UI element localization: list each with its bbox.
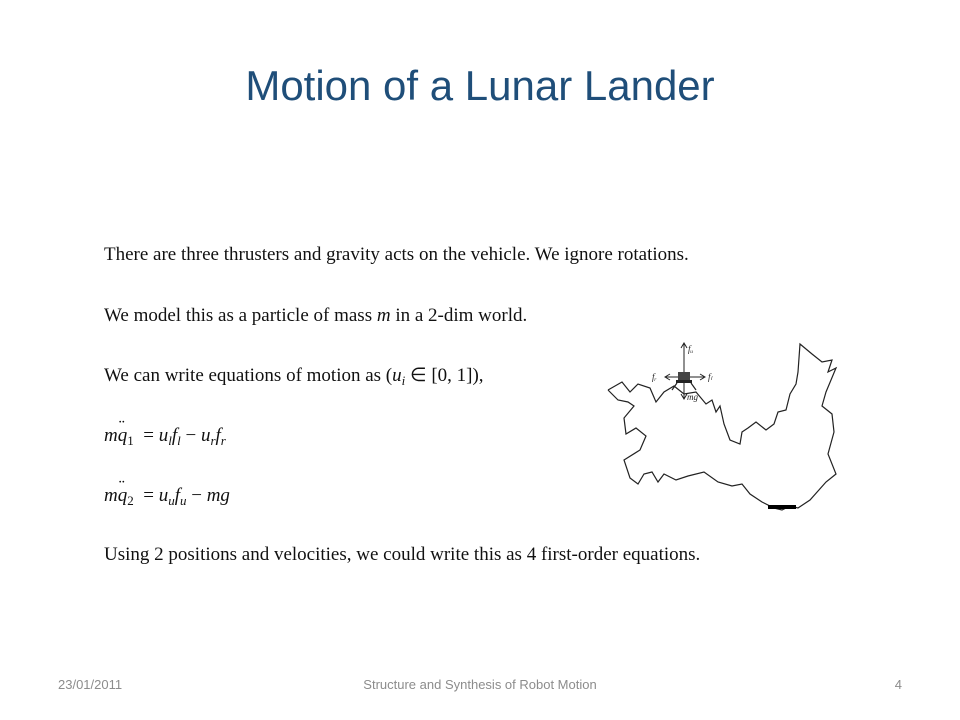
lunar-lander-diagram [600,332,840,518]
text-line-equations-intro [104,364,484,387]
mass-variable: m [376,305,391,326]
eq1-u2: u [200,425,211,446]
thrust-arrows [665,343,705,399]
footer-date: 23/01/2011 [58,677,123,692]
text-line-equations-pre: We can write equations of motion as ( [104,365,393,386]
eq1-minus-sub: r [210,433,216,448]
eq1-mid-sub: l [177,433,181,448]
eq1-lhs-sub: 1 [127,433,134,448]
control-variable: u [392,365,402,386]
eq1-qddot: ¨ q [118,425,128,447]
text-line-particle-pre: We model this as a particle of mass [104,305,373,326]
eq2-mg: mg [206,485,230,506]
footer-page-number: 4 [894,677,902,692]
eq2-equals: = [138,485,159,506]
eq2-mid-sub: u [179,493,187,508]
label-mg: mg [687,392,698,402]
eq2-minus: − [186,485,207,506]
slide-title: Motion of a Lunar Lander [245,62,715,109]
eq1-u: u [158,425,169,446]
landing-pad [768,505,796,509]
label-fl: fₗ [708,372,712,382]
eq1-lhs-m: m [104,425,118,446]
text-line-particle-post: in a 2-dim world. [395,305,528,326]
eq1-f2: f [215,425,221,446]
label-fu: fᵤ [688,344,694,354]
eq2-f: f [174,485,180,506]
eq2-rhs-sub1: u [168,493,175,508]
text-line-equations-post: ), [472,365,484,386]
eq1-end-sub: r [220,433,226,448]
eq2-lhs-m: m [104,485,118,506]
text-line-thrusters: There are three thrusters and gravity acts on the vehicle. We ignore rotations. [104,244,689,265]
text-line-particle [104,305,527,327]
text-line-first-order: Using 2 positions and velocities, we could write this as 4 first-order equations. [104,544,701,565]
equation-1 [104,425,226,447]
eq1-minus: − [180,425,201,446]
equation-2 [104,485,230,507]
footer-title: Structure and Synthesis of Robot Motion [363,677,597,692]
terrain-outline [608,344,836,510]
control-subscript: i [401,373,406,388]
eq1-rhs-sub1: l [168,433,172,448]
eq2-lhs-sub: 2 [127,493,134,508]
eq2-u: u [158,485,169,506]
eq2-qddot: ¨ q [118,485,128,507]
label-fr: fᵣ [652,372,657,382]
eq1-f: f [171,425,178,446]
control-range: ∈ [0, 1] [405,365,473,386]
eq1-equals: = [138,425,159,446]
